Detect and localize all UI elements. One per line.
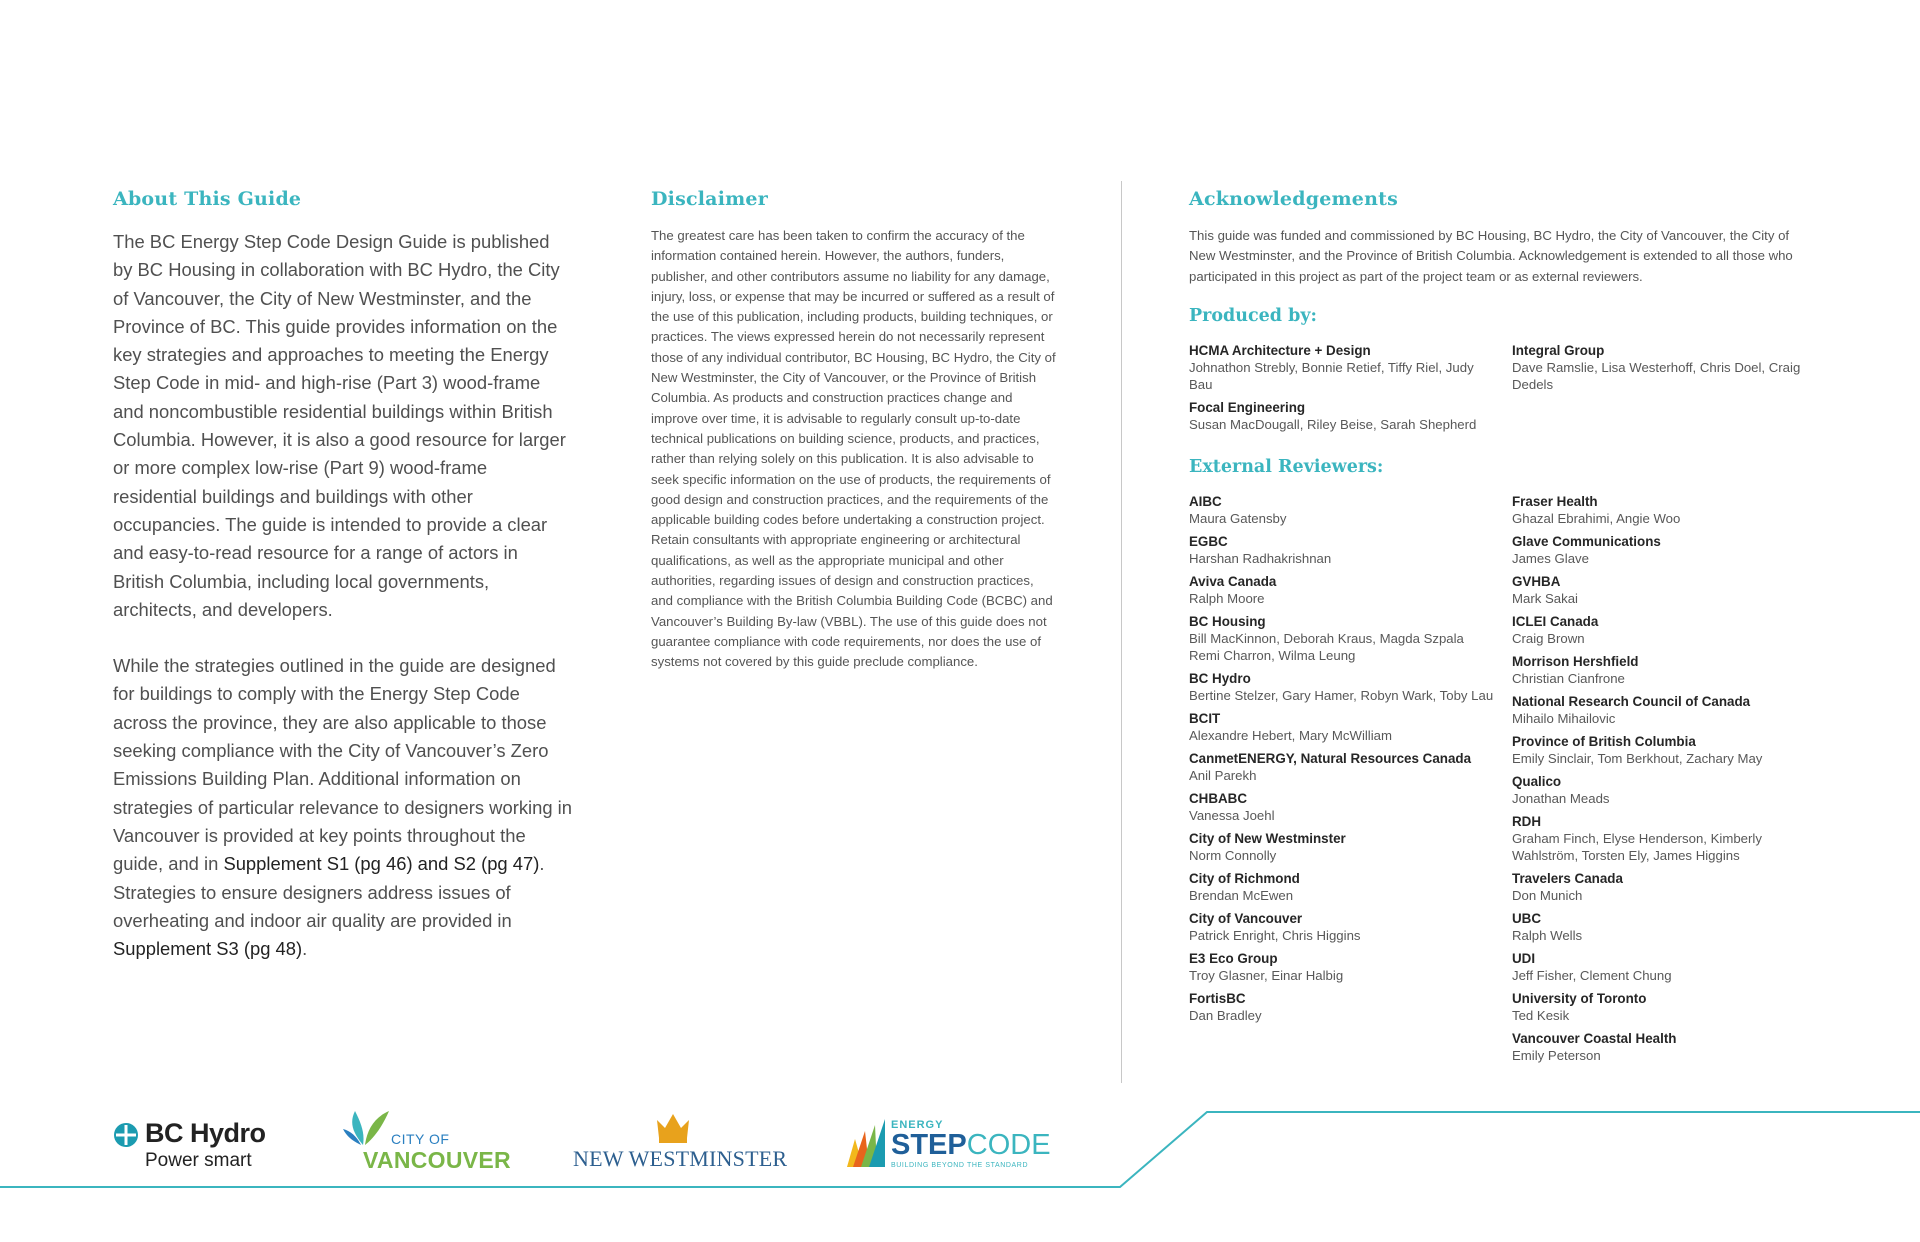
about-paragraph-1: The BC Energy Step Code Design Guide is published by BC Housing in collaboration with BC Hydro, the City of Vancouver, the City of New Westminster, and the Province of BC. This guide provides information on the key strategies and approaches to meeting the Energy Step Code in mid- and high-rise (Part 3) wood-frame and noncombustible residential buildings within British Columbia. However, it is also a good resource for larger or more complex low-rise (Part 9) wood-frame residential buildings and buildings with other occupancies. The guide is intended to provide a clear and easy-to-read resource for a range of actors in British Columbia, including local governments, architects, and developers.: [113, 231, 566, 620]
reviewer-org: Glave Communications: [1512, 534, 1661, 549]
reviewer-entry: [1512, 870, 1802, 904]
step-code-wordmark: [891, 1129, 1051, 1161]
step-code-step-label: STEP: [891, 1129, 967, 1161]
reviewer-names: Graham Finch, Elyse Henderson, Kimberly Wahlström, Torsten Ely, James Higgins: [1512, 831, 1762, 863]
reviewer-entry: [1189, 830, 1494, 864]
reviewer-org: Aviva Canada: [1189, 574, 1277, 589]
reviewer-org: Morrison Hershfield: [1512, 654, 1639, 669]
reviewer-org: University of Toronto: [1512, 991, 1647, 1006]
bc-hydro-logo: [113, 1118, 283, 1174]
reviewer-names: Jonathan Meads: [1512, 791, 1610, 806]
reviewer-entry: [1512, 693, 1802, 727]
producer-entry: [1189, 399, 1489, 433]
reviewer-org: EGBC: [1189, 534, 1228, 549]
reviewer-names: Maura Gatensby: [1189, 511, 1287, 526]
reviewer-entry: [1189, 790, 1494, 824]
reviewer-entry: [1189, 573, 1494, 607]
reviewer-names: Alexandre Hebert, Mary McWilliam: [1189, 728, 1392, 743]
reviewer-entry: [1512, 950, 1802, 984]
reviewer-org: City of New Westminster: [1189, 831, 1346, 846]
reviewer-entry: [1512, 813, 1802, 864]
crown-icon: [653, 1110, 693, 1144]
reviewer-names: James Glave: [1512, 551, 1589, 566]
reviewer-org: Qualico: [1512, 774, 1562, 789]
producer-org: Integral Group: [1512, 343, 1605, 358]
step-code-tagline: BUILDING BEYOND THE STANDARD: [891, 1162, 1029, 1169]
bc-hydro-subtitle: Power smart: [145, 1150, 252, 1171]
about-paragraph-2: [113, 652, 573, 963]
disclaimer-body: The greatest care has been taken to confirm the accuracy of the information contained herein. However, the authors, funders, publisher, and other contributors assume no liability for any damage, injury, loss, or expense that may be incurred or suffered as a result of the use of this publication, including products, building techniques, or practices. The views expressed herein do not necessarily represent those of any individual contributor, BC Housing, BC Hydro, the City of New Westminster, the City of Vancouver, or the Province of British Columbia. As products and construction practices change and improve over time, it is advisable to regularly consult up-to-date technical publications on building science, products, and practices, rather than relying solely on this publication. It is also advisable to seek specific information on the use of products, the requirements of good design and construction practices, and the requirements of the applicable building codes before undertaking a construction project. Retain consultants with appropriate engineering or architectural qualifications, as well as the appropriate municipal and other authorities, regarding issues of design and construction practices, and compliance with the British Columbia Building Code (BCBC) and Vancouver’s Building By-law (VBBL). The use of this guide does not guarantee compliance with code requirements, nor does the use of systems not covered by this guide preclude compliance.: [651, 228, 1056, 670]
reviewer-names: Norm Connolly: [1189, 848, 1277, 863]
producer-names: Dave Ramslie, Lisa Westerhoff, Chris Doel, Craig Dedels: [1512, 360, 1801, 392]
new-westminster-name-label: NEW WESTMINSTER: [573, 1146, 788, 1171]
producer-entry: [1189, 342, 1489, 393]
reviewer-names: Mark Sakai: [1512, 591, 1578, 606]
reviewer-names: Emily Peterson: [1512, 1048, 1601, 1063]
reviewer-entry: [1512, 990, 1802, 1024]
supplement-s1-s2-reference: Supplement S1 (pg 46) and S2 (pg 47): [223, 853, 540, 875]
about-paragraph-2-text-b: . Strategies to ensure designers address issues of overheating and indoor air quality are provided in: [113, 853, 545, 931]
city-of-vancouver-logo: [343, 1105, 511, 1175]
produced-by-heading: Produced by:: [1189, 306, 1317, 326]
produced-by-left-column: [1189, 342, 1489, 439]
reviewer-org: Travelers Canada: [1512, 871, 1623, 886]
reviewer-entry: [1189, 493, 1494, 527]
reviewer-names: Bill MacKinnon, Deborah Kraus, Magda Szpala Remi Charron, Wilma Leung: [1189, 631, 1464, 663]
reviewer-names: Bertine Stelzer, Gary Hamer, Robyn Wark, Toby Lau: [1189, 688, 1494, 703]
step-code-fan-icon: [843, 1115, 889, 1171]
reviewer-names: Christian Cianfrone: [1512, 671, 1625, 686]
reviewer-entry: [1512, 493, 1802, 527]
reviewer-org: Province of British Columbia: [1512, 734, 1696, 749]
reviewer-entry: [1189, 710, 1494, 744]
acknowledgements-body: This guide was funded and commissioned by BC Housing, BC Hydro, the City of Vancouver, the City of New Westminster, and the Province of British Columbia. Acknowledgement is extended to all those who participated in this project as part of the project team or as external reviewers.: [1189, 228, 1793, 284]
about-paragraph-2-text-a: While the strategies outlined in the guide are designed for buildings to comply with the Energy Step Code across the province, they are also applicable to those seeking compliance with the City of Vancouver’s Zero Emissions Building Plan. Additional information on strategies of particular relevance to designers working in Vancouver is provided at key points throughout the guide, and in: [113, 655, 572, 875]
reviewer-names: Troy Glasner, Einar Halbig: [1189, 968, 1344, 983]
reviewer-names: Harshan Radhakrishnan: [1189, 551, 1332, 566]
producer-entry: [1512, 342, 1802, 393]
bc-hydro-leaf-icon: [113, 1122, 139, 1148]
reviewer-org: Fraser Health: [1512, 494, 1598, 509]
reviewer-entry: [1512, 733, 1802, 767]
vancouver-name-label: VANCOUVER: [363, 1147, 511, 1173]
vancouver-city-of-label: CITY OF: [391, 1131, 450, 1147]
reviewer-entry: [1512, 653, 1802, 687]
reviewer-org: FortisBC: [1189, 991, 1246, 1006]
producer-names: Susan MacDougall, Riley Beise, Sarah Shepherd: [1189, 417, 1477, 432]
reviewer-entry: [1189, 533, 1494, 567]
reviewer-entry: [1189, 990, 1494, 1024]
reviewer-org: UDI: [1512, 951, 1536, 966]
producer-org: HCMA Architecture + Design: [1189, 343, 1371, 358]
new-westminster-logo: [573, 1110, 788, 1172]
reviewer-org: CanmetENERGY, Natural Resources Canada: [1189, 751, 1472, 766]
reviewer-entry: [1189, 750, 1494, 784]
reviewer-entry: [1189, 950, 1494, 984]
reviewer-names: Ghazal Ebrahimi, Angie Woo: [1512, 511, 1681, 526]
reviewer-names: Anil Parekh: [1189, 768, 1257, 783]
reviewer-org: GVHBA: [1512, 574, 1561, 589]
reviewer-org: BC Hydro: [1189, 671, 1251, 686]
reviewers-right-column: [1512, 493, 1802, 1070]
supplement-s3-reference: Supplement S3 (pg 48): [113, 938, 303, 960]
bc-hydro-title: BC Hydro: [145, 1118, 266, 1148]
external-reviewers-heading: External Reviewers:: [1189, 457, 1384, 477]
step-code-energy-label: ENERGY: [891, 1119, 944, 1131]
reviewer-names: Ralph Moore: [1189, 591, 1265, 606]
disclaimer-heading: Disclaimer: [651, 188, 768, 210]
reviewer-names: Brendan McEwen: [1189, 888, 1294, 903]
reviewer-entry: [1512, 773, 1802, 807]
step-code-code-label: CODE: [966, 1129, 1051, 1161]
reviewer-entry: [1189, 613, 1494, 664]
reviewer-names: Craig Brown: [1512, 631, 1585, 646]
acknowledgements-heading: Acknowledgements: [1189, 188, 1398, 210]
reviewer-entry: [1512, 1030, 1802, 1064]
column-divider: [1121, 181, 1122, 1083]
reviewer-entry: [1512, 573, 1802, 607]
reviewer-org: City of Vancouver: [1189, 911, 1303, 926]
reviewer-org: National Research Council of Canada: [1512, 694, 1751, 709]
reviewer-names: Don Munich: [1512, 888, 1583, 903]
about-body: [113, 228, 573, 991]
producer-names: Johnathon Strebly, Bonnie Retief, Tiffy Riel, Judy Bau: [1189, 360, 1474, 392]
reviewer-org: City of Richmond: [1189, 871, 1300, 886]
reviewers-left-column: [1189, 493, 1494, 1030]
reviewer-org: BC Housing: [1189, 614, 1266, 629]
reviewer-names: Ralph Wells: [1512, 928, 1583, 943]
reviewer-names: Ted Kesik: [1512, 1008, 1570, 1023]
reviewer-entry: [1512, 910, 1802, 944]
reviewer-entry: [1189, 670, 1494, 704]
reviewer-names: Jeff Fisher, Clement Chung: [1512, 968, 1672, 983]
about-paragraph-2-text-c: .: [302, 938, 308, 960]
reviewer-org: UBC: [1512, 911, 1542, 926]
energy-step-code-logo: [843, 1115, 1051, 1175]
reviewer-entry: [1189, 910, 1494, 944]
reviewer-org: ICLEI Canada: [1512, 614, 1599, 629]
reviewer-org: CHBABC: [1189, 791, 1248, 806]
reviewer-org: Vancouver Coastal Health: [1512, 1031, 1677, 1046]
reviewer-entry: [1512, 533, 1802, 567]
reviewer-names: Emily Sinclair, Tom Berkhout, Zachary May: [1512, 751, 1763, 766]
reviewer-entry: [1512, 613, 1802, 647]
reviewer-names: Mihailo Mihailovic: [1512, 711, 1616, 726]
reviewer-names: Dan Bradley: [1189, 1008, 1262, 1023]
reviewer-org: AIBC: [1189, 494, 1222, 509]
reviewer-names: Vanessa Joehl: [1189, 808, 1275, 823]
reviewer-org: RDH: [1512, 814, 1542, 829]
reviewer-org: BCIT: [1189, 711, 1221, 726]
about-heading: About This Guide: [113, 188, 302, 210]
reviewer-entry: [1189, 870, 1494, 904]
reviewer-org: E3 Eco Group: [1189, 951, 1278, 966]
reviewer-names: Patrick Enright, Chris Higgins: [1189, 928, 1361, 943]
producer-org: Focal Engineering: [1189, 400, 1306, 415]
produced-by-right-column: [1512, 342, 1802, 399]
